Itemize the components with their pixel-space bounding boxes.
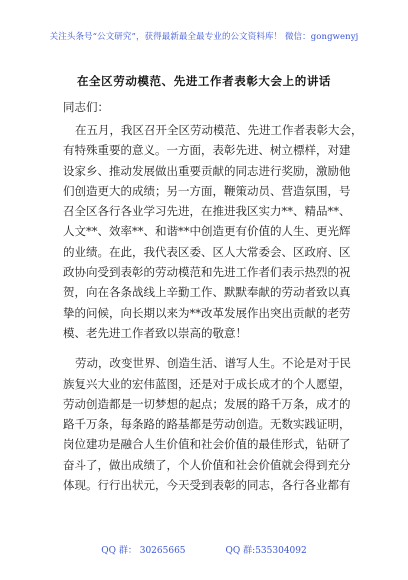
text-line: 政协向受到表彰的劳动模范和先进工作者们表示热烈的祝 xyxy=(63,265,351,280)
text-line: 模、老先进工作者致以崇高的敬意！ xyxy=(63,325,247,340)
text-line: 召全区各行各业学习先进，在推进我区实力**、精品**、 xyxy=(63,204,351,219)
promo-header: 关注头条号“公文研究”，获得最新最全最专业的公文资料库！ 微信：gongwenyj xyxy=(49,32,359,42)
paragraph-2 xyxy=(63,353,363,495)
text-line: 人文**、效率**、和谐**中创造更有价值的人生、更光辉 xyxy=(63,224,351,239)
paragraph-gap xyxy=(63,343,363,353)
text-line: 的业绩。在此，我代表区委、区人大常委会、区政府、区 xyxy=(63,244,351,259)
text-line: 奋斗了，做出成绩了，个人价值和社会价值就会得到充分 xyxy=(63,457,351,472)
text-line: 族复兴大业的宏伟蓝图，还是对于成长成才的个人愿望， xyxy=(63,376,351,391)
text-line: 劳动，改变世界、创造生活、谱写人生。不论是对于民 xyxy=(75,356,351,371)
text-line: 设家乡、推动发展做出重要贡献的同志进行奖励，激励他 xyxy=(63,163,351,178)
text-line: 贺，向在各条战线上辛勤工作、默默奉献的劳动者致以真 xyxy=(63,285,351,300)
paragraph-1 xyxy=(63,120,363,343)
text-line: 岗位建功是融合人生价值和社会价值的最佳形式，钻研了 xyxy=(63,437,351,452)
promo-footer xyxy=(0,543,408,556)
document-title: 在全区劳动模范、先进工作者表彰大会上的讲话 xyxy=(76,74,332,88)
document-body xyxy=(63,120,363,495)
text-line: 路千万条，每条路的路基都是劳动创造。无数实践证明， xyxy=(63,417,351,432)
text-line: 挚的问候，向长期以来为**改革发展作出突出贡献的老劳 xyxy=(63,305,351,320)
qq-group-2: QQ 群:535304092 xyxy=(225,546,307,556)
qq-group-1: QQ 群： 30265665 xyxy=(101,546,186,556)
text-line: 有特殊重要的意义。一方面，表彰先进、树立標样，对建 xyxy=(63,143,351,158)
text-line: 体现。行行出状元，今天受到表彰的同志，各行各业都有 xyxy=(63,478,351,493)
text-line: 在五月，我区召开全区劳动模范、先进工作者表彰大会， xyxy=(75,123,363,137)
text-line: 劳动创造都是一切梦想的起点；发展的路千万条，成才的 xyxy=(63,396,351,411)
salutation: 同志们： xyxy=(63,100,109,114)
text-line: 们创造更大的成绩；另一方面，鞭策动员、营造氛围，号 xyxy=(63,183,351,198)
